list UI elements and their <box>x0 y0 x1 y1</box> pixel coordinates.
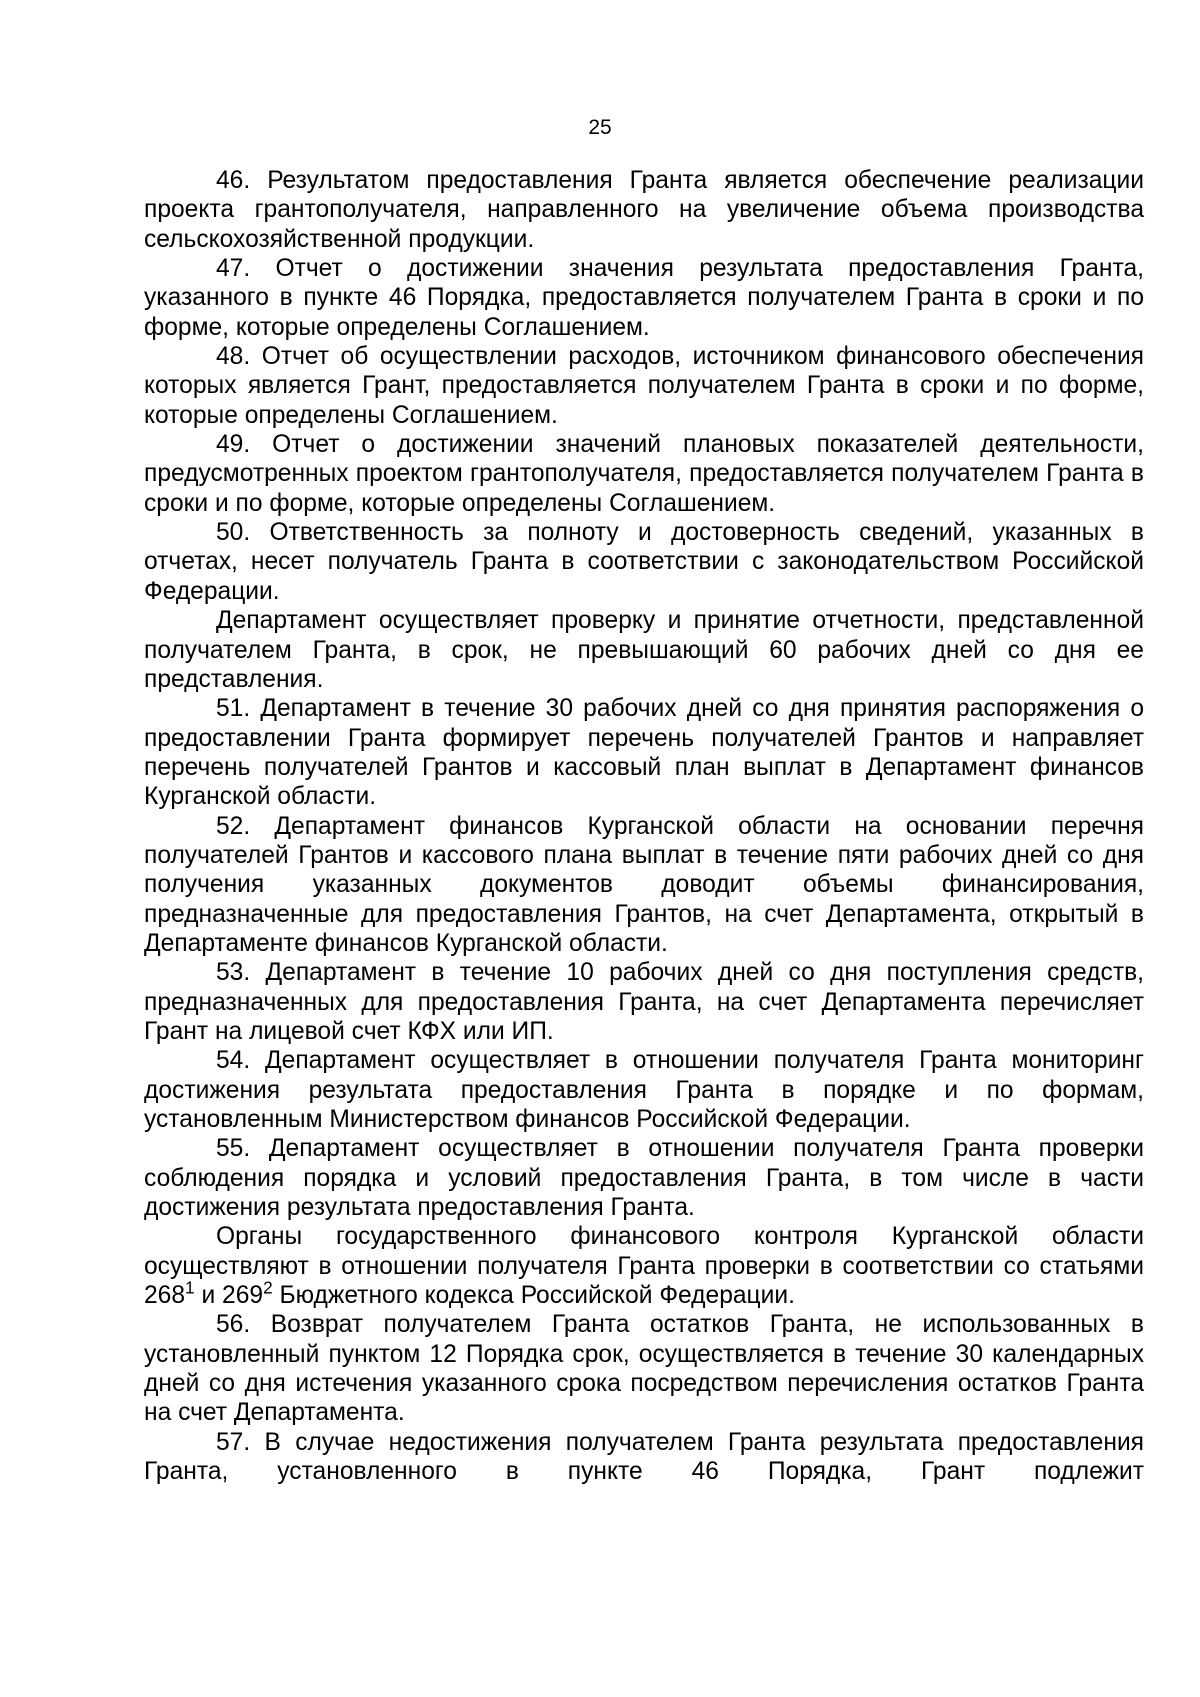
paragraph-50-review: Департамент осуществляет проверку и принятие отчетности, представленной получателем Гранта, в срок, не превышающий 60 рабочих дней со дня ее представления. <box>144 607 1144 693</box>
paragraph-48: 48. Отчет об осуществлении расходов, источником финансового обеспечения которых является Грант, предоставляется получателем Гранта в сроки и по форме, которые определены Соглашением. <box>144 343 1144 429</box>
paragraph-54: 54. Департамент осуществляет в отношении получателя Гранта мониторинг достижения результата предоставления Гранта в порядке и по формам, установленным Министерством финансов Российской Федерации. <box>144 1047 1144 1133</box>
paragraph-53: 53. Департамент в течение 10 рабочих дней со дня поступления средств, предназначенных для предоставления Гранта, на счет Департамента перечисляет Грант на лицевой счет КФХ или ИП. <box>144 959 1144 1045</box>
paragraph-56: 56. Возврат получателем Гранта остатков Гранта, не использованных в установленный пунктом 12 Порядка срок, осуществляется в течение 30 календарных дней со дня истечения указанного срока посредством перечисления остатков Гранта на счет Департамента. <box>144 1311 1144 1427</box>
paragraph-46: 46. Результатом предоставления Гранта является обеспечение реализации проекта грантополучателя, направленного на увеличение объема производства сельскохозяйственной продукции. <box>144 167 1144 253</box>
paragraph-57: 57. В случае недостижения получателем Гранта результата предоставления Гранта, установленного в пункте 46 Порядка, Грант подлежит <box>144 1428 1144 1486</box>
paragraph-51: 51. Департамент в течение 30 рабочих дней со дня принятия распоряжения о предоставлении Гранта формирует перечень получателей Грантов и направляет перечень получателей Грантов и кассовый план выплат в Департамент финансов Курганской области. <box>144 695 1144 811</box>
footnote-marker-1: 1 <box>185 1277 195 1298</box>
paragraph-52: 52. Департамент финансов Курганской области на основании перечня получателей Грантов и кассового плана выплат в течение пяти рабочих дней со дня получения указанных документов доводит объемы финансирования, предназначенные для предоставления Грантов, на счет Департамента, открытый в Департаменте финансов Курганской области. <box>144 812 1144 957</box>
control-text-start: Органы государственного финансового контроля Курганской области осуществляют в отношении получателя Гранта проверки в соответствии со статьями 268 <box>144 1223 1144 1310</box>
control-text-end: Бюджетного кодекса Российской Федерации. <box>272 1282 795 1310</box>
document-body <box>144 166 1144 1486</box>
paragraph-49: 49. Отчет о достижении значений плановых показателей деятельности, предусмотренных проектом грантополучателя, предоставляется получателем Гранта в сроки и по форме, которые определены Соглашением. <box>144 431 1144 517</box>
control-text-middle: и 269 <box>194 1282 264 1310</box>
paragraph-50: 50. Ответственность за полноту и достоверность сведений, указанных в отчетах, несет получатель Гранта в соответствии с законодательством Российской Федерации. <box>144 519 1144 605</box>
paragraph-55-control <box>144 1222 1144 1310</box>
page-number: 25 <box>588 116 612 139</box>
paragraph-47: 47. Отчет о достижении значения результата предоставления Гранта, указанного в пункте 46 Порядка, предоставляется получателем Гранта в сроки и по форме, которые определены Соглашением. <box>144 255 1144 341</box>
footnote-marker-2: 2 <box>263 1277 273 1298</box>
paragraph-55: 55. Департамент осуществляет в отношении получателя Гранта проверки соблюдения порядка и условий предоставления Гранта, в том числе в части достижения результата предоставления Гранта. <box>144 1135 1144 1222</box>
